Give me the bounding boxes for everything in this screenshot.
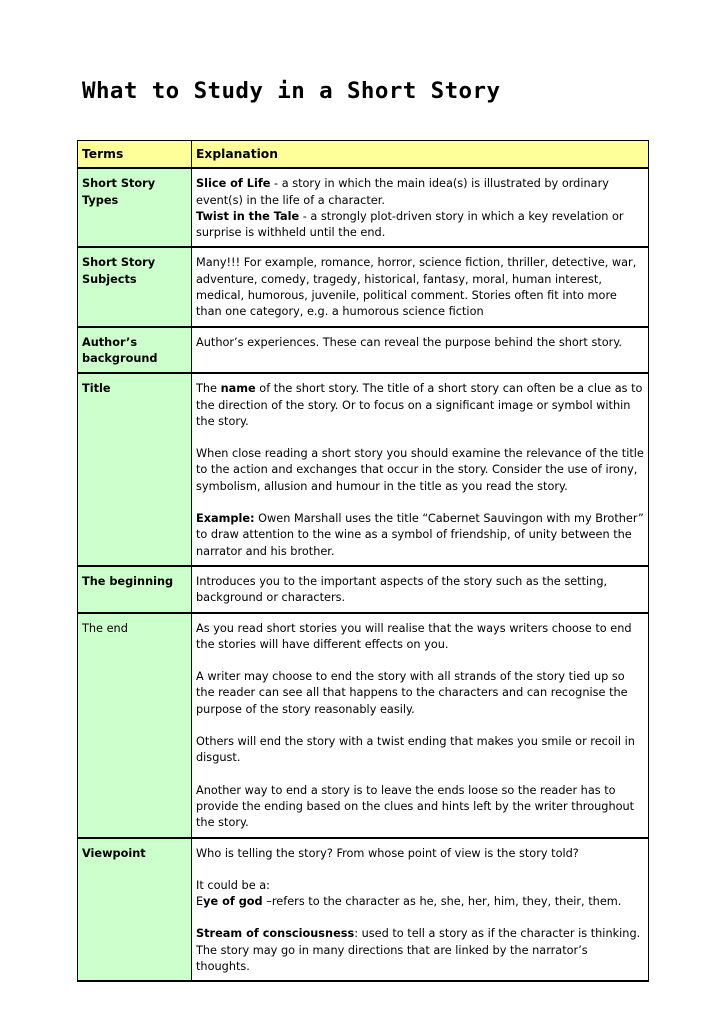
table-row: [78, 327, 649, 374]
bold-term: name: [220, 382, 256, 396]
table-header-row: [78, 141, 649, 169]
table-row: [78, 566, 649, 613]
bold-term: Slice of Life: [196, 177, 271, 191]
explanation-text: Another way to end a story is to leave the ends loose so the reader has to provide the ending based on the clues and hints left by the writer throughout the story.: [196, 783, 635, 830]
explanation-paragraph: [196, 511, 644, 560]
explanation-text: Owen Marshall uses the title “Cabernet Sauvingon with my Brother” to draw attention to the wine as a symbol of friendship, of unity between the narrator and his brother.: [196, 512, 644, 558]
study-table: [77, 140, 649, 982]
term-the-beginning: The beginning: [78, 566, 192, 613]
explanation-paragraph: [196, 926, 644, 975]
term-the-end: The end: [78, 613, 192, 838]
explanation-text: - a story in which the main idea(s) is illustrated by ordinary event(s) in the life of a character.: [196, 177, 609, 207]
explanation-text: - a strongly plot-driven story in which a key revelation or surprise is withheld until the end.: [196, 209, 624, 240]
explanation-text: It could be a:: [196, 878, 270, 892]
explanation-the-end: [192, 613, 649, 838]
term-short-story-subjects: Short Story Subjects: [78, 247, 192, 326]
explanation-authors-background: [192, 327, 649, 374]
explanation-text: When close reading a short story you should examine the relevance of the title to the action and exchanges that occur in the story. Consider the use of irony, symbolism, allusion and humour in the title as you read the story.: [196, 447, 644, 493]
term-title: Title: [78, 373, 192, 566]
explanation-text: As you read short stories you will realise that the ways writers choose to end the stories will have different effects on you.: [196, 621, 632, 651]
explanation-viewpoint: [192, 838, 649, 982]
explanation-short-story-types: [192, 168, 649, 247]
explanation-text: –refers to the character as he, she, her, him, they, their, them.: [262, 895, 622, 909]
explanation-the-beginning: [192, 566, 649, 613]
explanation-title: [192, 373, 649, 566]
term-viewpoint: Viewpoint: [78, 838, 192, 982]
explanation-paragraph: [196, 878, 644, 911]
term-short-story-types: Short Story Types: [78, 168, 192, 247]
bold-term: ye of god: [203, 895, 263, 909]
explanation-text: : used to tell a story as if the character is thinking. The story may go in many directions that are linked by the narrator’s thoughts.: [196, 927, 641, 973]
bold-term: Stream of consciousness: [196, 927, 355, 941]
explanation-line: [196, 209, 644, 242]
table-row: [78, 613, 649, 838]
table-row: [78, 247, 649, 326]
explanation-text: The: [196, 382, 221, 396]
term-authors-background: Author’s background: [78, 327, 192, 374]
page-title: What to Study in a Short Story: [82, 78, 501, 104]
header-explanation: Explanation: [192, 141, 649, 169]
explanation-text: Introduces you to the important aspects of the story such as the setting, background or characters.: [196, 574, 608, 605]
explanation-paragraph: [196, 381, 644, 430]
explanation-text: of the short story. The title of a short story can often be a clue as to the direction of the story. Or to focus on a significant image or symbol within the story.: [196, 382, 643, 428]
header-terms: Terms: [78, 141, 192, 169]
explanation-text: Who is telling the story? From whose point of view is the story told?: [196, 846, 579, 860]
explanation-text: Many!!! For example, romance, horror, science fiction, thriller, detective, war, adventure, comedy, tragedy, historical, fantasy, moral, human interest, medical, humorous, juvenile, political comment. Stories often fit into more than one category, e.g. a humorous science fiction: [196, 256, 637, 319]
table-row: [78, 168, 649, 247]
explanation-short-story-subjects: [192, 247, 649, 326]
bold-term: Twist in the Tale: [196, 209, 300, 223]
explanation-text: Others will end the story with a twist ending that makes you smile or recoil in disgust.: [196, 735, 635, 765]
table-row: [78, 373, 649, 566]
explanation-text: E: [196, 895, 204, 909]
explanation-text: Author’s experiences. These can reveal the purpose behind the short story.: [196, 335, 622, 349]
bold-term: Example:: [196, 512, 255, 526]
table-row: [78, 838, 649, 982]
explanation-text: A writer may choose to end the story with all strands of the story tied up so the reader can see all that happens to the characters and can recognise the purpose of the story reasonably easily.: [196, 670, 628, 716]
explanation-line: [196, 176, 644, 209]
